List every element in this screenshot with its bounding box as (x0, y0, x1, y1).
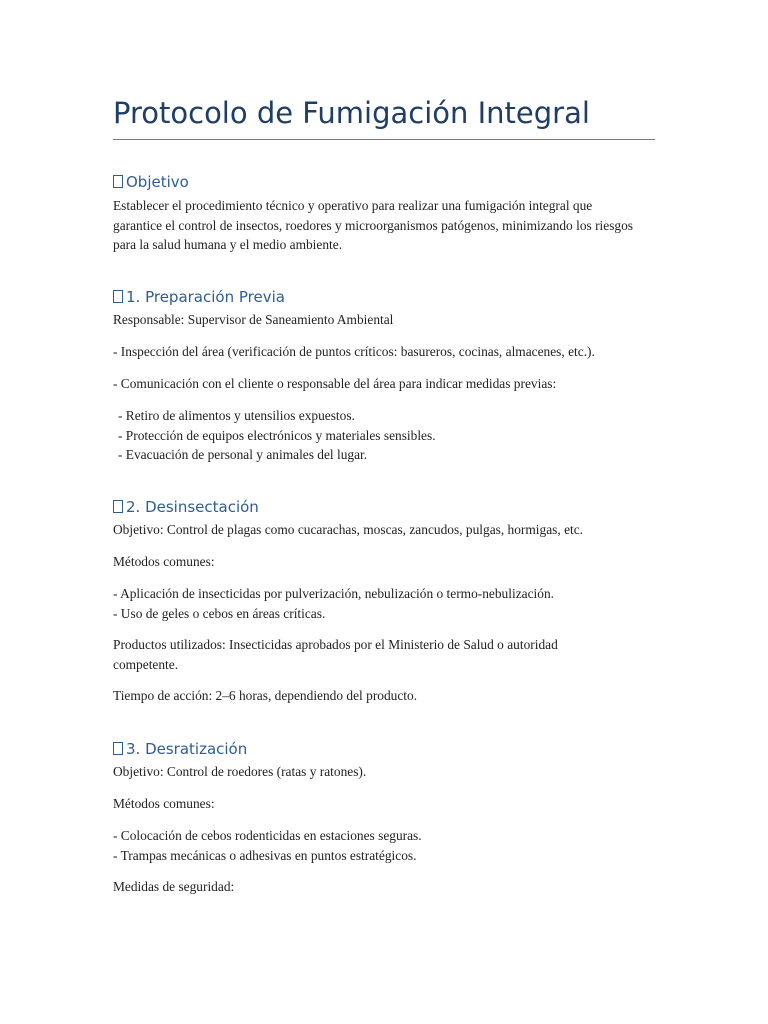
desinsectacion-objective: Objetivo: Control de plagas como cucarachas, moscas, zancudos, pulgas, hormigas, etc. (113, 522, 584, 537)
section-heading-desratizacion (113, 739, 247, 759)
inspection-item: - Inspección del área (verificación de puntos críticos: basureros, cocinas, almacenes, etc.). (113, 344, 595, 359)
products-text: Productos utilizados: Insecticidas aprobados por el Ministerio de Salud o autoridad competente. (113, 637, 558, 672)
methods-label: Métodos comunes: (113, 554, 215, 569)
communication-item: - Comunicación con el cliente o responsable del área para indicar medidas previas: (113, 376, 557, 391)
sub-item: - Evacuación de personal y animales del lugar. (118, 447, 368, 462)
methods-list (113, 826, 422, 865)
method-item: - Trampas mecánicas o adhesivas en puntos estratégicos. (113, 847, 417, 863)
method-item: - Uso de geles o cebos en áreas críticas. (113, 605, 326, 621)
section-heading-label: 3. Desratización (126, 740, 248, 758)
missing-glyph-icon (113, 175, 123, 188)
title-divider (113, 139, 655, 140)
method-item: - Aplicación de insecticidas por pulverización, nebulización o termo-nebulización. (113, 586, 554, 601)
missing-glyph-icon (113, 742, 123, 755)
section-heading-preparacion (113, 287, 285, 307)
responsible-text: Responsable: Supervisor de Saneamiento Ambiental (113, 312, 394, 327)
sub-item: - Protección de equipos electrónicos y materiales sensibles. (118, 427, 436, 443)
missing-glyph-icon (113, 290, 123, 303)
sub-item: - Retiro de alimentos y utensilios expuestos. (118, 408, 355, 423)
objective-paragraph: Establecer el procedimiento técnico y operativo para realizar una fumigación integral que garantice el control de insectos, roedores y microorganismos patógenos, minimizando los riesgos para la salud humana y el medio ambiente. (113, 198, 634, 252)
section-heading-label: 2. Desinsectación (126, 498, 259, 516)
action-time-text: Tiempo de acción: 2–6 horas, dependiendo del producto. (113, 688, 418, 703)
methods-label: Métodos comunes: (113, 796, 215, 811)
method-item: - Colocación de cebos rodenticidas en estaciones seguras. (113, 828, 422, 843)
section-heading-objetivo (113, 172, 189, 192)
safety-label: Medidas de seguridad: (113, 879, 235, 894)
section-heading-desinsectacion (113, 497, 259, 517)
desratizacion-objective: Objetivo: Control de roedores (ratas y ratones). (113, 764, 367, 779)
missing-glyph-icon (113, 500, 123, 513)
section-heading-label: 1. Preparación Previa (126, 288, 285, 306)
page-title: Protocolo de Fumigación Integral (113, 96, 590, 130)
section-heading-label: Objetivo (126, 173, 189, 191)
sub-item-list (118, 406, 436, 465)
methods-list (113, 584, 554, 623)
